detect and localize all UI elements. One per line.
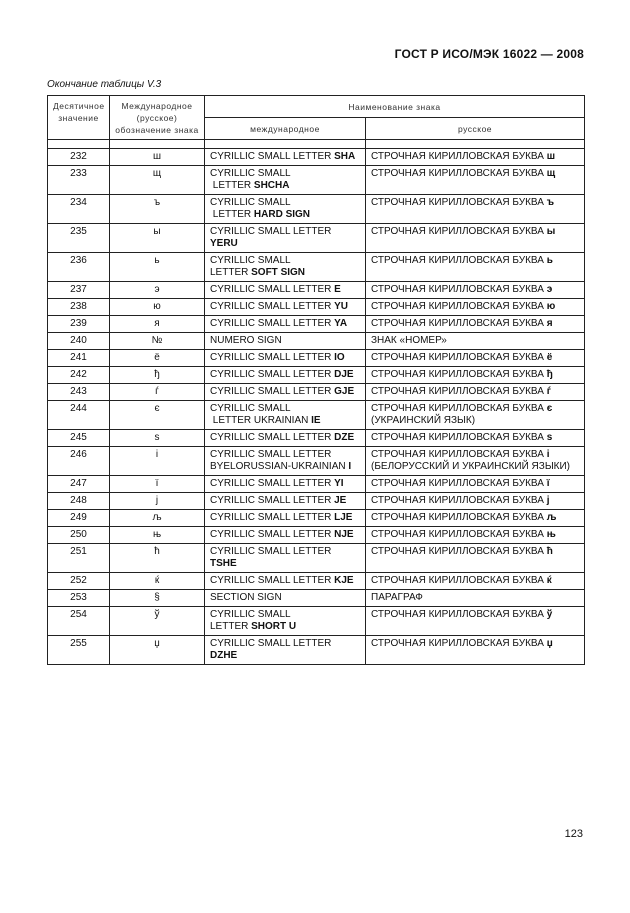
- table-row: [48, 166, 585, 195]
- character-cell: щ: [110, 166, 205, 195]
- international-name-cell: [205, 367, 366, 384]
- letter-glyph-bold: ю: [546, 301, 556, 312]
- letter-glyph-bold: j: [546, 495, 550, 506]
- character-cell: j: [110, 493, 205, 510]
- international-name-cell: [205, 527, 366, 544]
- russian-name-cell: [366, 166, 585, 195]
- letter-glyph-bold: љ: [546, 512, 557, 523]
- international-name-cell: [205, 299, 366, 316]
- name-text: CYRILLIC SMALL LETTER: [210, 226, 332, 237]
- character-cell: i: [110, 447, 205, 476]
- table-row: [48, 384, 585, 401]
- table-row: [48, 333, 585, 350]
- letter-name-bold: KJE: [334, 575, 354, 586]
- spacer-row: [48, 140, 585, 149]
- international-name-cell: [205, 149, 366, 166]
- decimal-value-cell: 241: [48, 350, 110, 367]
- letter-glyph-bold: џ: [546, 638, 553, 649]
- letter-glyph-bold: э: [546, 284, 553, 295]
- page-number: 123: [564, 828, 583, 840]
- table-row: [48, 573, 585, 590]
- character-cell: ќ: [110, 573, 205, 590]
- name-text: СТРОЧНАЯ КИРИЛЛОВСКАЯ БУКВА: [371, 495, 547, 506]
- international-name-cell: [205, 253, 366, 282]
- name-text: CYRILLIC SMALL LETTER: [210, 609, 291, 632]
- table-row: [48, 447, 585, 476]
- name-text: СТРОЧНАЯ КИРИЛЛОВСКАЯ БУКВА: [371, 575, 547, 586]
- table-row: [48, 401, 585, 430]
- letter-name-bold: IO: [334, 352, 345, 363]
- decimal-value-cell: 253: [48, 590, 110, 607]
- letter-glyph-bold: щ: [546, 168, 556, 179]
- name-text: СТРОЧНАЯ КИРИЛЛОВСКАЯ БУКВА: [371, 318, 547, 329]
- letter-name-bold: LJE: [334, 512, 353, 523]
- name-text: СТРОЧНАЯ КИРИЛЛОВСКАЯ БУКВА: [371, 386, 547, 397]
- character-cell: ћ: [110, 544, 205, 573]
- header-international: международное: [205, 118, 366, 140]
- table-row: [48, 493, 585, 510]
- name-text: ЗНАК «НОМЕР»: [371, 335, 447, 346]
- name-text: CYRILLIC SMALL LETTER: [210, 197, 291, 220]
- decimal-value-cell: 234: [48, 195, 110, 224]
- russian-name-cell: [366, 224, 585, 253]
- table-row: [48, 607, 585, 636]
- table-row: [48, 299, 585, 316]
- name-text: CYRILLIC SMALL LETTER: [210, 168, 291, 191]
- russian-name-cell: [366, 149, 585, 166]
- table-row: [48, 149, 585, 166]
- letter-name-bold: DJE: [334, 369, 354, 380]
- name-text: СТРОЧНАЯ КИРИЛЛОВСКАЯ БУКВА: [371, 369, 547, 380]
- international-name-cell: [205, 316, 366, 333]
- letter-name-bold: GJE: [334, 386, 355, 397]
- table-row: [48, 510, 585, 527]
- international-name-cell: [205, 636, 366, 665]
- name-text: (БЕЛОРУССКИЙ И УКРАИНСКИЙ ЯЗЫКИ): [371, 461, 571, 472]
- name-text: CYRILLIC SMALL LETTER: [210, 352, 335, 363]
- header-decimal: Десятичное значение: [48, 96, 110, 140]
- letter-glyph-bold: ќ: [546, 575, 552, 586]
- international-name-cell: [205, 544, 366, 573]
- table-row: [48, 282, 585, 299]
- russian-name-cell: [366, 316, 585, 333]
- header-russian: русское: [366, 118, 585, 140]
- name-text: SECTION SIGN: [210, 592, 282, 603]
- letter-name-bold: IE: [311, 415, 321, 426]
- russian-name-cell: [366, 493, 585, 510]
- character-table: [47, 95, 585, 665]
- table-row: [48, 316, 585, 333]
- letter-name-bold: JE: [334, 495, 347, 506]
- name-text: СТРОЧНАЯ КИРИЛЛОВСКАЯ БУКВА: [371, 609, 547, 620]
- russian-name-cell: [366, 282, 585, 299]
- character-cell: ў: [110, 607, 205, 636]
- international-name-cell: [205, 607, 366, 636]
- decimal-value-cell: 233: [48, 166, 110, 195]
- table-row: [48, 367, 585, 384]
- character-cell: є: [110, 401, 205, 430]
- letter-name-bold: NJE: [334, 529, 354, 540]
- russian-name-cell: [366, 367, 585, 384]
- name-text: СТРОЧНАЯ КИРИЛЛОВСКАЯ БУКВА: [371, 197, 547, 208]
- russian-name-cell: [366, 636, 585, 665]
- international-name-cell: [205, 333, 366, 350]
- character-cell: ї: [110, 476, 205, 493]
- decimal-value-cell: 238: [48, 299, 110, 316]
- international-name-cell: [205, 384, 366, 401]
- letter-glyph-bold: i: [546, 449, 550, 460]
- character-cell: ш: [110, 149, 205, 166]
- letter-name-bold: SHORT U: [251, 621, 297, 632]
- character-cell: s: [110, 430, 205, 447]
- letter-name-bold: SHCHA: [253, 180, 290, 191]
- international-name-cell: [205, 476, 366, 493]
- letter-name-bold: I: [348, 461, 352, 472]
- name-text: CYRILLIC SMALL LETTER: [210, 478, 335, 489]
- name-text: СТРОЧНАЯ КИРИЛЛОВСКАЯ БУКВА: [371, 638, 547, 649]
- name-text: ПАРАГРАФ: [371, 592, 423, 603]
- letter-glyph-bold: ь: [546, 255, 553, 266]
- international-name-cell: [205, 590, 366, 607]
- letter-name-bold: HARD SIGN: [253, 209, 311, 220]
- decimal-value-cell: 252: [48, 573, 110, 590]
- russian-name-cell: [366, 607, 585, 636]
- character-cell: ъ: [110, 195, 205, 224]
- table-row: [48, 544, 585, 573]
- russian-name-cell: [366, 299, 585, 316]
- letter-glyph-bold: є: [546, 403, 553, 414]
- table-row: [48, 195, 585, 224]
- table-row: [48, 224, 585, 253]
- decimal-value-cell: 239: [48, 316, 110, 333]
- name-text: CYRILLIC SMALL LETTER: [210, 432, 335, 443]
- letter-glyph-bold: ъ: [546, 197, 554, 208]
- character-cell: ђ: [110, 367, 205, 384]
- name-text: СТРОЧНАЯ КИРИЛЛОВСКАЯ БУКВА: [371, 168, 547, 179]
- decimal-value-cell: 243: [48, 384, 110, 401]
- international-name-cell: [205, 166, 366, 195]
- decimal-value-cell: 240: [48, 333, 110, 350]
- name-text: CYRILLIC SMALL LETTER: [210, 318, 335, 329]
- name-text: СТРОЧНАЯ КИРИЛЛОВСКАЯ БУКВА: [371, 546, 547, 557]
- russian-name-cell: [366, 384, 585, 401]
- decimal-value-cell: 248: [48, 493, 110, 510]
- letter-name-bold: YA: [334, 318, 348, 329]
- name-text: CYRILLIC SMALL LETTER: [210, 529, 335, 540]
- letter-name-bold: SOFT SIGN: [251, 267, 306, 278]
- decimal-value-cell: 250: [48, 527, 110, 544]
- international-name-cell: [205, 224, 366, 253]
- name-text: СТРОЧНАЯ КИРИЛЛОВСКАЯ БУКВА: [371, 151, 547, 162]
- name-text: СТРОЧНАЯ КИРИЛЛОВСКАЯ БУКВА: [371, 301, 547, 312]
- letter-name-bold: DZE: [334, 432, 355, 443]
- international-name-cell: [205, 195, 366, 224]
- letter-glyph-bold: ы: [546, 226, 556, 237]
- name-text: СТРОЧНАЯ КИРИЛЛОВСКАЯ БУКВА: [371, 529, 547, 540]
- header-designation: Международное (русское) обозначение знака: [110, 96, 205, 140]
- letter-glyph-bold: s: [546, 432, 553, 443]
- name-text: CYRILLIC SMALL LETTER: [210, 255, 291, 278]
- decimal-value-cell: 242: [48, 367, 110, 384]
- decimal-value-cell: 237: [48, 282, 110, 299]
- international-name-cell: [205, 510, 366, 527]
- spacer-cell: [48, 140, 110, 149]
- name-text: CYRILLIC SMALL LETTER UKRAINIAN: [210, 403, 312, 426]
- character-cell: ѓ: [110, 384, 205, 401]
- table-row: [48, 430, 585, 447]
- character-cell: ы: [110, 224, 205, 253]
- international-name-cell: [205, 573, 366, 590]
- table-row: [48, 590, 585, 607]
- letter-name-bold: YERU: [210, 238, 238, 249]
- name-text: CYRILLIC SMALL LETTER: [210, 301, 335, 312]
- russian-name-cell: [366, 430, 585, 447]
- letter-glyph-bold: ё: [546, 352, 553, 363]
- name-text: CYRILLIC SMALL LETTER BYELORUSSIAN-UKRAINIAN: [210, 449, 349, 472]
- name-text: СТРОЧНАЯ КИРИЛЛОВСКАЯ БУКВА: [371, 432, 547, 443]
- character-cell: э: [110, 282, 205, 299]
- decimal-value-cell: 236: [48, 253, 110, 282]
- name-text: СТРОЧНАЯ КИРИЛЛОВСКАЯ БУКВА: [371, 449, 547, 460]
- letter-glyph-bold: ў: [546, 609, 553, 620]
- character-cell: ю: [110, 299, 205, 316]
- table-row: [48, 476, 585, 493]
- decimal-value-cell: 251: [48, 544, 110, 573]
- letter-glyph-bold: я: [546, 318, 553, 329]
- letter-glyph-bold: њ: [546, 529, 556, 540]
- letter-name-bold: TSHE: [210, 558, 237, 569]
- russian-name-cell: [366, 195, 585, 224]
- table-row: [48, 350, 585, 367]
- international-name-cell: [205, 401, 366, 430]
- name-text: СТРОЧНАЯ КИРИЛЛОВСКАЯ БУКВА: [371, 284, 547, 295]
- name-text: СТРОЧНАЯ КИРИЛЛОВСКАЯ БУКВА: [371, 403, 547, 414]
- russian-name-cell: [366, 401, 585, 430]
- letter-glyph-bold: ї: [546, 478, 550, 489]
- russian-name-cell: [366, 527, 585, 544]
- decimal-value-cell: 244: [48, 401, 110, 430]
- name-text: CYRILLIC SMALL LETTER: [210, 512, 335, 523]
- international-name-cell: [205, 493, 366, 510]
- decimal-value-cell: 249: [48, 510, 110, 527]
- table-row: [48, 527, 585, 544]
- letter-glyph-bold: ѓ: [546, 386, 551, 397]
- name-text: CYRILLIC SMALL LETTER: [210, 495, 335, 506]
- name-text: СТРОЧНАЯ КИРИЛЛОВСКАЯ БУКВА: [371, 352, 547, 363]
- header-name-group: Наименование знака: [205, 96, 585, 118]
- table-row: [48, 253, 585, 282]
- character-cell: я: [110, 316, 205, 333]
- character-cell: §: [110, 590, 205, 607]
- table-row: [48, 636, 585, 665]
- character-cell: љ: [110, 510, 205, 527]
- international-name-cell: [205, 430, 366, 447]
- name-text: (УКРАИНСКИЙ ЯЗЫК): [371, 415, 476, 426]
- character-cell: ь: [110, 253, 205, 282]
- document-header: ГОСТ Р ИСО/МЭК 16022 — 2008: [394, 47, 584, 61]
- russian-name-cell: [366, 447, 585, 476]
- russian-name-cell: [366, 510, 585, 527]
- name-text: СТРОЧНАЯ КИРИЛЛОВСКАЯ БУКВА: [371, 226, 547, 237]
- decimal-value-cell: 255: [48, 636, 110, 665]
- name-text: CYRILLIC SMALL LETTER: [210, 386, 335, 397]
- decimal-value-cell: 254: [48, 607, 110, 636]
- russian-name-cell: [366, 544, 585, 573]
- name-text: NUMERO SIGN: [210, 335, 282, 346]
- name-text: СТРОЧНАЯ КИРИЛЛОВСКАЯ БУКВА: [371, 478, 547, 489]
- international-name-cell: [205, 350, 366, 367]
- international-name-cell: [205, 282, 366, 299]
- international-name-cell: [205, 447, 366, 476]
- spacer-cell: [205, 140, 366, 149]
- spacer-cell: [110, 140, 205, 149]
- russian-name-cell: [366, 253, 585, 282]
- letter-name-bold: DZHE: [210, 650, 238, 661]
- name-text: CYRILLIC SMALL LETTER: [210, 638, 332, 649]
- name-text: СТРОЧНАЯ КИРИЛЛОВСКАЯ БУКВА: [371, 255, 547, 266]
- letter-name-bold: YI: [334, 478, 344, 489]
- russian-name-cell: [366, 350, 585, 367]
- decimal-value-cell: 245: [48, 430, 110, 447]
- name-text: CYRILLIC SMALL LETTER: [210, 546, 332, 557]
- character-cell: џ: [110, 636, 205, 665]
- character-cell: ё: [110, 350, 205, 367]
- table-caption: Окончание таблицы V.3: [47, 79, 162, 90]
- letter-name-bold: YU: [334, 301, 349, 312]
- spacer-cell: [366, 140, 585, 149]
- letter-glyph-bold: ђ: [546, 369, 553, 380]
- character-cell: №: [110, 333, 205, 350]
- character-cell: њ: [110, 527, 205, 544]
- russian-name-cell: [366, 333, 585, 350]
- letter-glyph-bold: ш: [546, 151, 556, 162]
- russian-name-cell: [366, 476, 585, 493]
- russian-name-cell: [366, 590, 585, 607]
- letter-name-bold: SHA: [334, 151, 356, 162]
- name-text: CYRILLIC SMALL LETTER: [210, 575, 335, 586]
- decimal-value-cell: 247: [48, 476, 110, 493]
- letter-glyph-bold: ћ: [546, 546, 553, 557]
- name-text: CYRILLIC SMALL LETTER: [210, 369, 335, 380]
- name-text: CYRILLIC SMALL LETTER: [210, 151, 335, 162]
- decimal-value-cell: 246: [48, 447, 110, 476]
- name-text: CYRILLIC SMALL LETTER: [210, 284, 335, 295]
- letter-name-bold: E: [334, 284, 341, 295]
- decimal-value-cell: 232: [48, 149, 110, 166]
- name-text: СТРОЧНАЯ КИРИЛЛОВСКАЯ БУКВА: [371, 512, 547, 523]
- decimal-value-cell: 235: [48, 224, 110, 253]
- russian-name-cell: [366, 573, 585, 590]
